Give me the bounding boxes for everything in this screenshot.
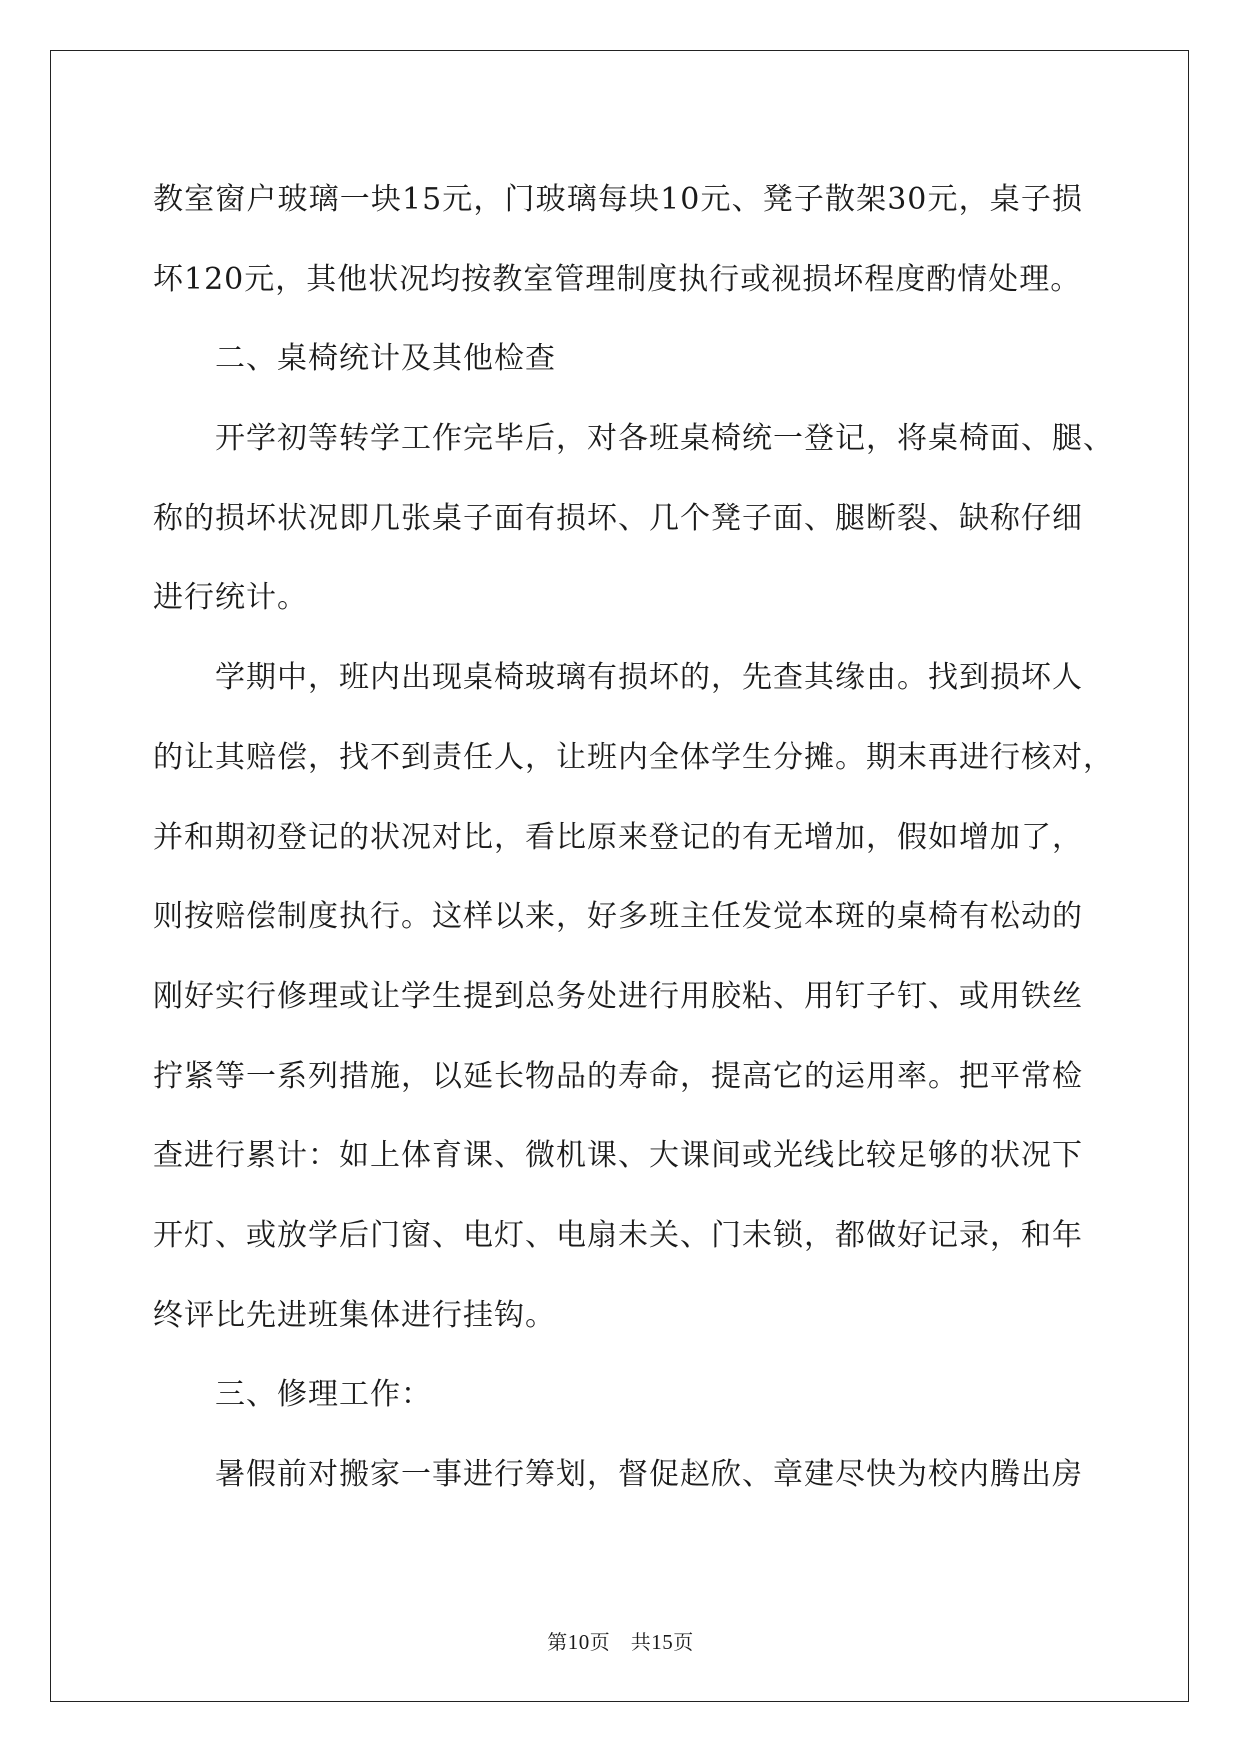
- page-footer: [0, 1626, 1241, 1655]
- text-line: 称的损坏状况即几张桌子面有损坏、几个凳子面、腿断裂、缺称仔细: [153, 500, 1083, 536]
- text-line: 的让其赔偿，找不到责任人，让班内全体学生分摊。期末再进行核对，: [153, 739, 1114, 775]
- text-line: 暑假前对搬家一事进行筹划，督促赵欣、章建尽快为校内腾出房: [215, 1457, 1083, 1492]
- total-page-number: 15: [651, 1630, 674, 1654]
- text-line: 坏120元，其他状况均按教室管理制度执行或视损坏程度酌情处理。: [153, 261, 1082, 297]
- text-line: 学期中，班内出现桌椅玻璃有损坏的，先查其缘由。找到损坏人: [215, 660, 1083, 696]
- text-line: 刚好实行修理或让学生提到总务处进行用胶粘、用钉子钉、或用铁丝: [153, 978, 1083, 1014]
- current-page-number: 10: [567, 1630, 590, 1654]
- text-line: 二、桌椅统计及其他检查: [215, 341, 556, 377]
- text-line: 终评比先进班集体进行挂钩。: [153, 1297, 556, 1333]
- text-line: 拧紧等一系列措施，以延长物品的寿命，提高它的运用率。把平常检: [153, 1058, 1083, 1094]
- footer-page-word: 页: [589, 1630, 611, 1654]
- text-line: 开灯、或放学后门窗、电灯、电扇未关、门未锁，都做好记录，和年: [153, 1217, 1083, 1253]
- text-line: 开学初等转学工作完毕后，对各班桌椅统一登记，将桌椅面、腿、: [215, 421, 1114, 457]
- text-line: 并和期初登记的状况对比，看比原来登记的有无增加，假如增加了，: [153, 819, 1083, 855]
- footer-suffix: 页: [673, 1630, 694, 1654]
- footer-total-prefix: 共: [630, 1630, 652, 1654]
- footer-prefix: 第: [547, 1630, 568, 1654]
- text-line: 进行统计。: [153, 580, 308, 616]
- text-line: 查进行累计：如上体育课、微机课、大课间或光线比较足够的状况下: [153, 1138, 1083, 1174]
- text-line: 教室窗户玻璃一块15元，门玻璃每块10元、凳子散架30元，桌子损: [153, 182, 1083, 217]
- text-line: 则按赔偿制度执行。这样以来，好多班主任发觉本斑的桌椅有松动的: [153, 899, 1083, 935]
- text-line: 三、修理工作：: [215, 1377, 432, 1413]
- document-body: [153, 160, 1114, 1515]
